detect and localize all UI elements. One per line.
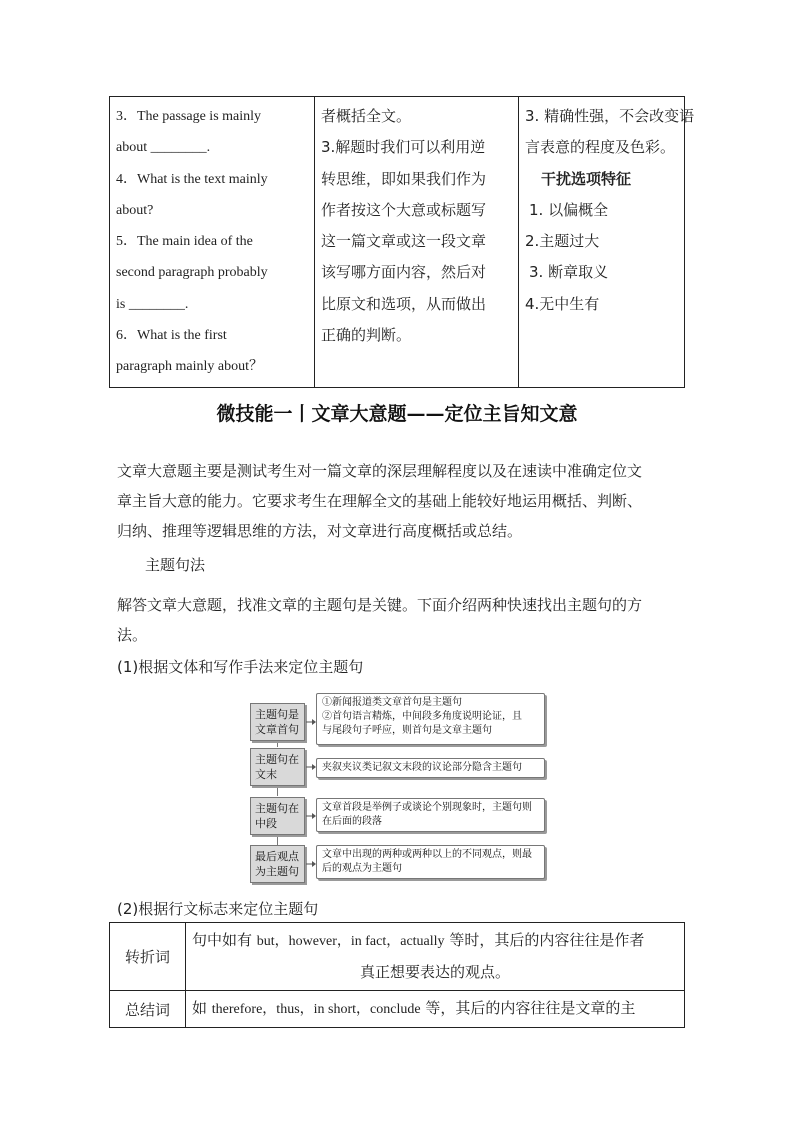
diagram-label: 主题句是 文章首句 xyxy=(250,703,305,741)
method-text-line: 法。 xyxy=(117,626,148,644)
arrow-right-icon xyxy=(306,811,316,821)
diagram-label: 主题句在 中段 xyxy=(250,797,305,835)
diagram-label: 主题句在 文末 xyxy=(250,748,305,786)
method-line: 转思维，即如果我们作为 xyxy=(321,169,487,188)
arrow-right-icon xyxy=(306,859,316,869)
method-line: 这一篇文章或这一段文章 xyxy=(321,232,487,251)
question-line: second paragraph probably xyxy=(116,265,268,281)
method-text-line: 解答文章大意题，找准文章的主题句是关键。下面介绍两种快速找出主题句的方 xyxy=(117,596,643,614)
question-column xyxy=(110,97,315,388)
signal-label: 转折词 xyxy=(110,923,186,991)
method-line: 正确的判断。 xyxy=(321,326,412,345)
subheading-1: (1)根据文体和写作手法来定位主题句 xyxy=(117,658,364,676)
connector-line xyxy=(277,786,278,796)
intro-line: 归纳、推理等逻辑思维的方法，对文章进行高度概括或总结。 xyxy=(117,522,523,540)
question-line: is ________. xyxy=(116,296,189,312)
intro-paragraph xyxy=(117,456,683,546)
distractor-heading: 干扰选项特征 xyxy=(541,169,632,188)
feature-line: 3. 精确性强，不会改变语 xyxy=(525,107,695,125)
subheading-2: (2)根据行文标志来定位主题句 xyxy=(117,900,319,918)
method-column xyxy=(315,97,519,388)
distractor-item: 1. 以偏概全 xyxy=(529,200,609,219)
method-line: 者概括全文。 xyxy=(321,107,412,125)
question-line: 4．What is the text mainly xyxy=(116,171,268,187)
question-line: about? xyxy=(116,202,154,218)
distractor-item: 4.无中生有 xyxy=(525,294,600,313)
method-line: 比原文和选项，从而做出 xyxy=(321,294,487,313)
section-title: 微技能一丨文章大意题——定位主旨知文意 xyxy=(216,403,578,425)
intro-line: 文章大意题主要是测试考生对一篇文章的深层理解程度以及在速读中准确定位文 xyxy=(117,462,643,480)
question-table xyxy=(109,96,695,388)
connector-line xyxy=(277,835,278,845)
feature-column xyxy=(519,97,695,388)
intro-line: 章主旨大意的能力。它要求考生在理解全文的基础上能较好地运用概括、判断、 xyxy=(117,492,643,510)
question-line: 6．What is the first xyxy=(116,328,227,344)
method-line: 3.解题时我们可以利用逆 xyxy=(321,138,486,157)
diagram-text: 文章中出现的两种或两种以上的不同观点，则最 后的观点为主题句 xyxy=(316,845,545,879)
method-paragraph xyxy=(117,590,683,650)
signal-description: 句中如有 but，however，in fact，actually 等时，其后的内容往往是作者 真正想要表达的观点。 xyxy=(186,923,685,991)
arrow-right-icon xyxy=(306,762,316,772)
method-line: 作者按这个大意或标题写 xyxy=(321,200,487,219)
diagram-text: 文章首段是举例子或谈论个别现象时，主题句则 在后面的段落 xyxy=(316,798,545,832)
question-line: 3．The passage is mainly xyxy=(116,109,262,124)
arrow-right-icon xyxy=(306,717,316,727)
distractor-item: 2.主题过大 xyxy=(525,232,600,251)
method-heading: 主题句法 xyxy=(145,556,206,574)
feature-line: 言表意的程度及色彩。 xyxy=(525,138,676,157)
question-line: paragraph mainly about？ xyxy=(116,359,263,375)
question-line: about ________. xyxy=(116,140,211,156)
question-line: 5．The main idea of the xyxy=(116,234,253,250)
diagram-text: 夹叙夹议类记叙文末段的议论部分隐含主题句 xyxy=(316,758,545,778)
method-line: 该写哪方面内容，然后对 xyxy=(321,263,487,282)
signal-label: 总结词 xyxy=(110,991,186,1028)
diagram-label: 最后观点 为主题句 xyxy=(250,845,305,883)
diagram-text: ①新闻报道类文章首句是主题句 ②首句语言精炼，中间段多角度说明论证，且 与尾段句子呼应，则首句是文章主题句 xyxy=(316,693,545,745)
signal-description: 如 therefore，thus，in short，conclude 等，其后的内容往往是文章的主 xyxy=(186,991,685,1028)
distractor-item: 3. 断章取义 xyxy=(529,263,609,282)
topic-sentence-diagram xyxy=(250,693,548,883)
signal-word-table xyxy=(109,922,685,1028)
